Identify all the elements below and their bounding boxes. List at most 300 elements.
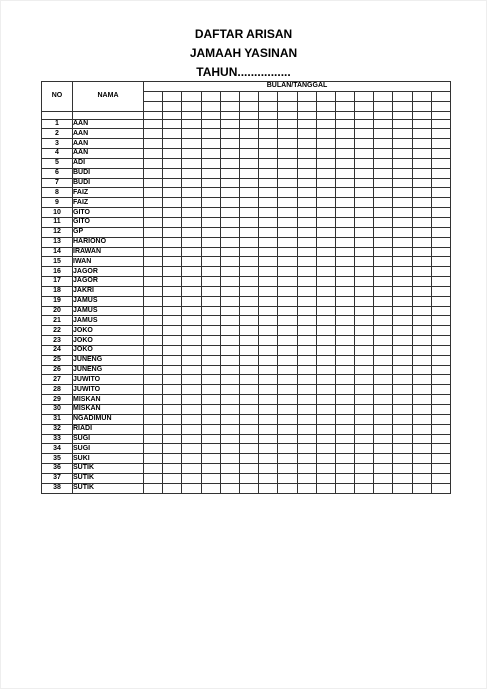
table-row [42,375,451,385]
date-cell [220,444,239,454]
date-cell [278,454,297,464]
date-cell [239,158,258,168]
date-cell [278,483,297,493]
date-cell [182,139,201,149]
date-cell [259,168,278,178]
row-name: SUTIK [73,473,144,483]
date-cell [297,296,316,306]
date-cell [163,257,182,267]
row-name: JAGOR [73,277,144,287]
spacer-cell [335,111,354,119]
date-cell [182,454,201,464]
spacer-cell [259,111,278,119]
header-blank-cell [335,91,354,101]
row-name: JUWITO [73,375,144,385]
date-cell [393,355,412,365]
date-cell [201,217,220,227]
date-cell [374,188,393,198]
date-cell [259,375,278,385]
date-cell [393,208,412,218]
date-cell [316,217,335,227]
date-cell [355,188,374,198]
date-cell [259,247,278,257]
date-cell [239,237,258,247]
date-cell [316,198,335,208]
date-cell [163,227,182,237]
date-cell [431,119,450,129]
date-cell [278,178,297,188]
header-blank-cell [393,91,412,101]
table-row [42,316,451,326]
date-cell [335,247,354,257]
date-cell [393,198,412,208]
date-cell [144,188,163,198]
date-cell [374,306,393,316]
date-cell [335,129,354,139]
date-cell [393,149,412,159]
date-cell [335,355,354,365]
date-cell [182,316,201,326]
date-cell [220,454,239,464]
date-cell [201,444,220,454]
date-cell [431,168,450,178]
date-cell [220,149,239,159]
date-cell [393,473,412,483]
date-cell [182,345,201,355]
row-number: 33 [42,434,73,444]
table-row [42,237,451,247]
date-cell [259,345,278,355]
spacer-cell [431,111,450,119]
row-number: 5 [42,158,73,168]
date-cell [316,464,335,474]
date-cell [374,227,393,237]
table-row [42,286,451,296]
date-cell [393,227,412,237]
date-cell [201,464,220,474]
date-cell [259,365,278,375]
date-cell [163,375,182,385]
date-cell [393,286,412,296]
date-cell [316,405,335,415]
row-number: 9 [42,198,73,208]
table-row [42,326,451,336]
date-cell [144,355,163,365]
row-number: 21 [42,316,73,326]
row-name: AAN [73,149,144,159]
date-cell [163,119,182,129]
date-cell [335,395,354,405]
date-cell [201,149,220,159]
date-cell [278,168,297,178]
date-cell [182,208,201,218]
header-blank-cell [355,91,374,101]
date-cell [201,178,220,188]
header-blank-cell [374,91,393,101]
row-name: GITO [73,208,144,218]
row-number: 2 [42,129,73,139]
date-cell [297,385,316,395]
date-cell [297,277,316,287]
date-cell [144,277,163,287]
date-cell [297,424,316,434]
date-cell [259,227,278,237]
date-cell [239,464,258,474]
date-cell [374,326,393,336]
date-cell [335,306,354,316]
date-cell [278,158,297,168]
row-number: 25 [42,355,73,365]
date-cell [144,395,163,405]
date-cell [163,365,182,375]
header-blank-cell [259,101,278,111]
date-cell [374,149,393,159]
date-cell [316,139,335,149]
date-cell [239,247,258,257]
date-cell [393,217,412,227]
date-cell [201,237,220,247]
date-cell [297,454,316,464]
table-row [42,257,451,267]
date-cell [201,286,220,296]
table-row [42,139,451,149]
date-cell [259,257,278,267]
date-cell [431,277,450,287]
row-number: 28 [42,385,73,395]
date-cell [335,434,354,444]
date-cell [316,365,335,375]
date-cell [144,168,163,178]
row-name: RIADI [73,424,144,434]
date-cell [259,139,278,149]
date-cell [144,473,163,483]
date-cell [297,188,316,198]
date-cell [278,434,297,444]
header-no: NO [42,82,73,112]
arisan-table [41,81,451,494]
date-cell [182,267,201,277]
row-name: ADI [73,158,144,168]
table-row [42,414,451,424]
date-cell [431,405,450,415]
header-blank-cell [355,101,374,111]
date-cell [163,208,182,218]
row-number: 26 [42,365,73,375]
date-cell [239,168,258,178]
date-cell [182,178,201,188]
date-cell [201,326,220,336]
date-cell [239,188,258,198]
date-cell [144,414,163,424]
date-cell [412,188,431,198]
date-cell [316,149,335,159]
date-cell [182,257,201,267]
date-cell [335,326,354,336]
date-cell [374,217,393,227]
date-cell [374,247,393,257]
date-cell [355,375,374,385]
date-cell [239,444,258,454]
table-row [42,158,451,168]
date-cell [316,375,335,385]
date-cell [182,365,201,375]
date-cell [431,316,450,326]
row-name: SUTIK [73,483,144,493]
table-row [42,483,451,493]
date-cell [220,158,239,168]
date-cell [393,336,412,346]
date-cell [412,414,431,424]
date-cell [393,464,412,474]
date-cell [316,247,335,257]
row-name: JOKO [73,336,144,346]
date-cell [316,178,335,188]
date-cell [278,296,297,306]
date-cell [297,168,316,178]
date-cell [374,296,393,306]
date-cell [374,464,393,474]
date-cell [393,444,412,454]
date-cell [297,405,316,415]
header-blank-cell [431,91,450,101]
row-name: NGADIMUN [73,414,144,424]
date-cell [239,434,258,444]
table-row [42,178,451,188]
date-cell [220,336,239,346]
date-cell [355,365,374,375]
date-cell [412,247,431,257]
date-cell [144,208,163,218]
date-cell [182,119,201,129]
date-cell [374,444,393,454]
table-row [42,227,451,237]
spacer-cell [297,111,316,119]
date-cell [182,444,201,454]
date-cell [316,424,335,434]
date-cell [239,306,258,316]
date-cell [144,129,163,139]
date-cell [239,267,258,277]
date-cell [201,375,220,385]
date-cell [431,178,450,188]
date-cell [335,208,354,218]
date-cell [144,464,163,474]
date-cell [163,385,182,395]
date-cell [144,483,163,493]
date-cell [412,168,431,178]
date-cell [412,473,431,483]
date-cell [431,444,450,454]
row-name: SUGI [73,434,144,444]
date-cell [335,277,354,287]
date-cell [412,345,431,355]
date-cell [220,208,239,218]
date-cell [220,483,239,493]
date-cell [201,257,220,267]
date-cell [316,129,335,139]
date-cell [431,336,450,346]
row-name: IRAWAN [73,247,144,257]
date-cell [163,326,182,336]
date-cell [316,267,335,277]
date-cell [412,286,431,296]
date-cell [431,454,450,464]
date-cell [144,178,163,188]
date-cell [374,345,393,355]
row-name: GP [73,227,144,237]
date-cell [316,188,335,198]
table-row [42,217,451,227]
date-cell [316,306,335,316]
document-subtitle: JAMAAH YASINAN [189,46,298,60]
date-cell [278,227,297,237]
date-cell [144,434,163,444]
date-cell [316,345,335,355]
row-name: JOKO [73,345,144,355]
date-cell [412,434,431,444]
date-cell [316,316,335,326]
header-blank-cell [239,101,258,111]
date-cell [144,158,163,168]
date-cell [316,208,335,218]
date-cell [163,395,182,405]
date-cell [144,198,163,208]
date-cell [239,483,258,493]
date-cell [259,454,278,464]
row-number: 24 [42,345,73,355]
date-cell [412,464,431,474]
date-cell [355,454,374,464]
date-cell [201,306,220,316]
date-cell [259,414,278,424]
date-cell [316,473,335,483]
date-cell [412,257,431,267]
date-cell [431,198,450,208]
date-cell [182,483,201,493]
document-title: DAFTAR ARISAN [194,27,293,41]
date-cell [335,237,354,247]
date-cell [393,405,412,415]
date-cell [239,326,258,336]
row-number: 8 [42,188,73,198]
date-cell [393,414,412,424]
row-name: JAGOR [73,267,144,277]
date-cell [163,129,182,139]
date-cell [239,217,258,227]
date-cell [239,296,258,306]
date-cell [163,464,182,474]
date-cell [374,208,393,218]
date-cell [412,375,431,385]
date-cell [220,188,239,198]
date-cell [335,267,354,277]
date-cell [144,424,163,434]
date-cell [163,473,182,483]
date-cell [316,227,335,237]
date-cell [182,424,201,434]
date-cell [278,217,297,227]
date-cell [163,139,182,149]
spacer-cell [278,111,297,119]
date-cell [259,178,278,188]
date-cell [297,316,316,326]
table-row [42,149,451,159]
date-cell [278,119,297,129]
spacer-cell [374,111,393,119]
date-cell [163,414,182,424]
date-cell [239,316,258,326]
date-cell [259,473,278,483]
date-cell [355,198,374,208]
date-cell [335,405,354,415]
date-cell [412,454,431,464]
date-cell [393,237,412,247]
date-cell [297,139,316,149]
date-cell [412,365,431,375]
date-cell [278,277,297,287]
date-cell [355,227,374,237]
date-cell [259,405,278,415]
date-cell [393,385,412,395]
date-cell [431,296,450,306]
date-cell [201,267,220,277]
date-cell [412,355,431,365]
row-number: 19 [42,296,73,306]
date-cell [144,336,163,346]
date-cell [335,227,354,237]
date-cell [278,139,297,149]
header-blank-cell [220,101,239,111]
header-name: NAMA [73,82,144,112]
table-row [42,464,451,474]
table-row [42,444,451,454]
date-cell [412,306,431,316]
date-cell [278,267,297,277]
date-cell [163,434,182,444]
date-cell [220,365,239,375]
date-cell [144,286,163,296]
date-cell [278,198,297,208]
date-cell [182,217,201,227]
date-cell [335,336,354,346]
date-cell [220,119,239,129]
date-cell [393,316,412,326]
row-number: 6 [42,168,73,178]
date-cell [278,208,297,218]
row-number: 4 [42,149,73,159]
date-cell [278,149,297,159]
date-cell [259,483,278,493]
date-cell [220,168,239,178]
date-cell [393,345,412,355]
row-name: IWAN [73,257,144,267]
date-cell [259,158,278,168]
header-blank-cell [201,91,220,101]
date-cell [297,375,316,385]
date-cell [297,149,316,159]
date-cell [335,119,354,129]
date-cell [278,247,297,257]
date-cell [355,405,374,415]
date-cell [278,326,297,336]
date-cell [239,355,258,365]
date-cell [393,326,412,336]
date-cell [201,188,220,198]
date-cell [297,483,316,493]
table-body [42,111,451,493]
table-row [42,277,451,287]
date-cell [278,129,297,139]
